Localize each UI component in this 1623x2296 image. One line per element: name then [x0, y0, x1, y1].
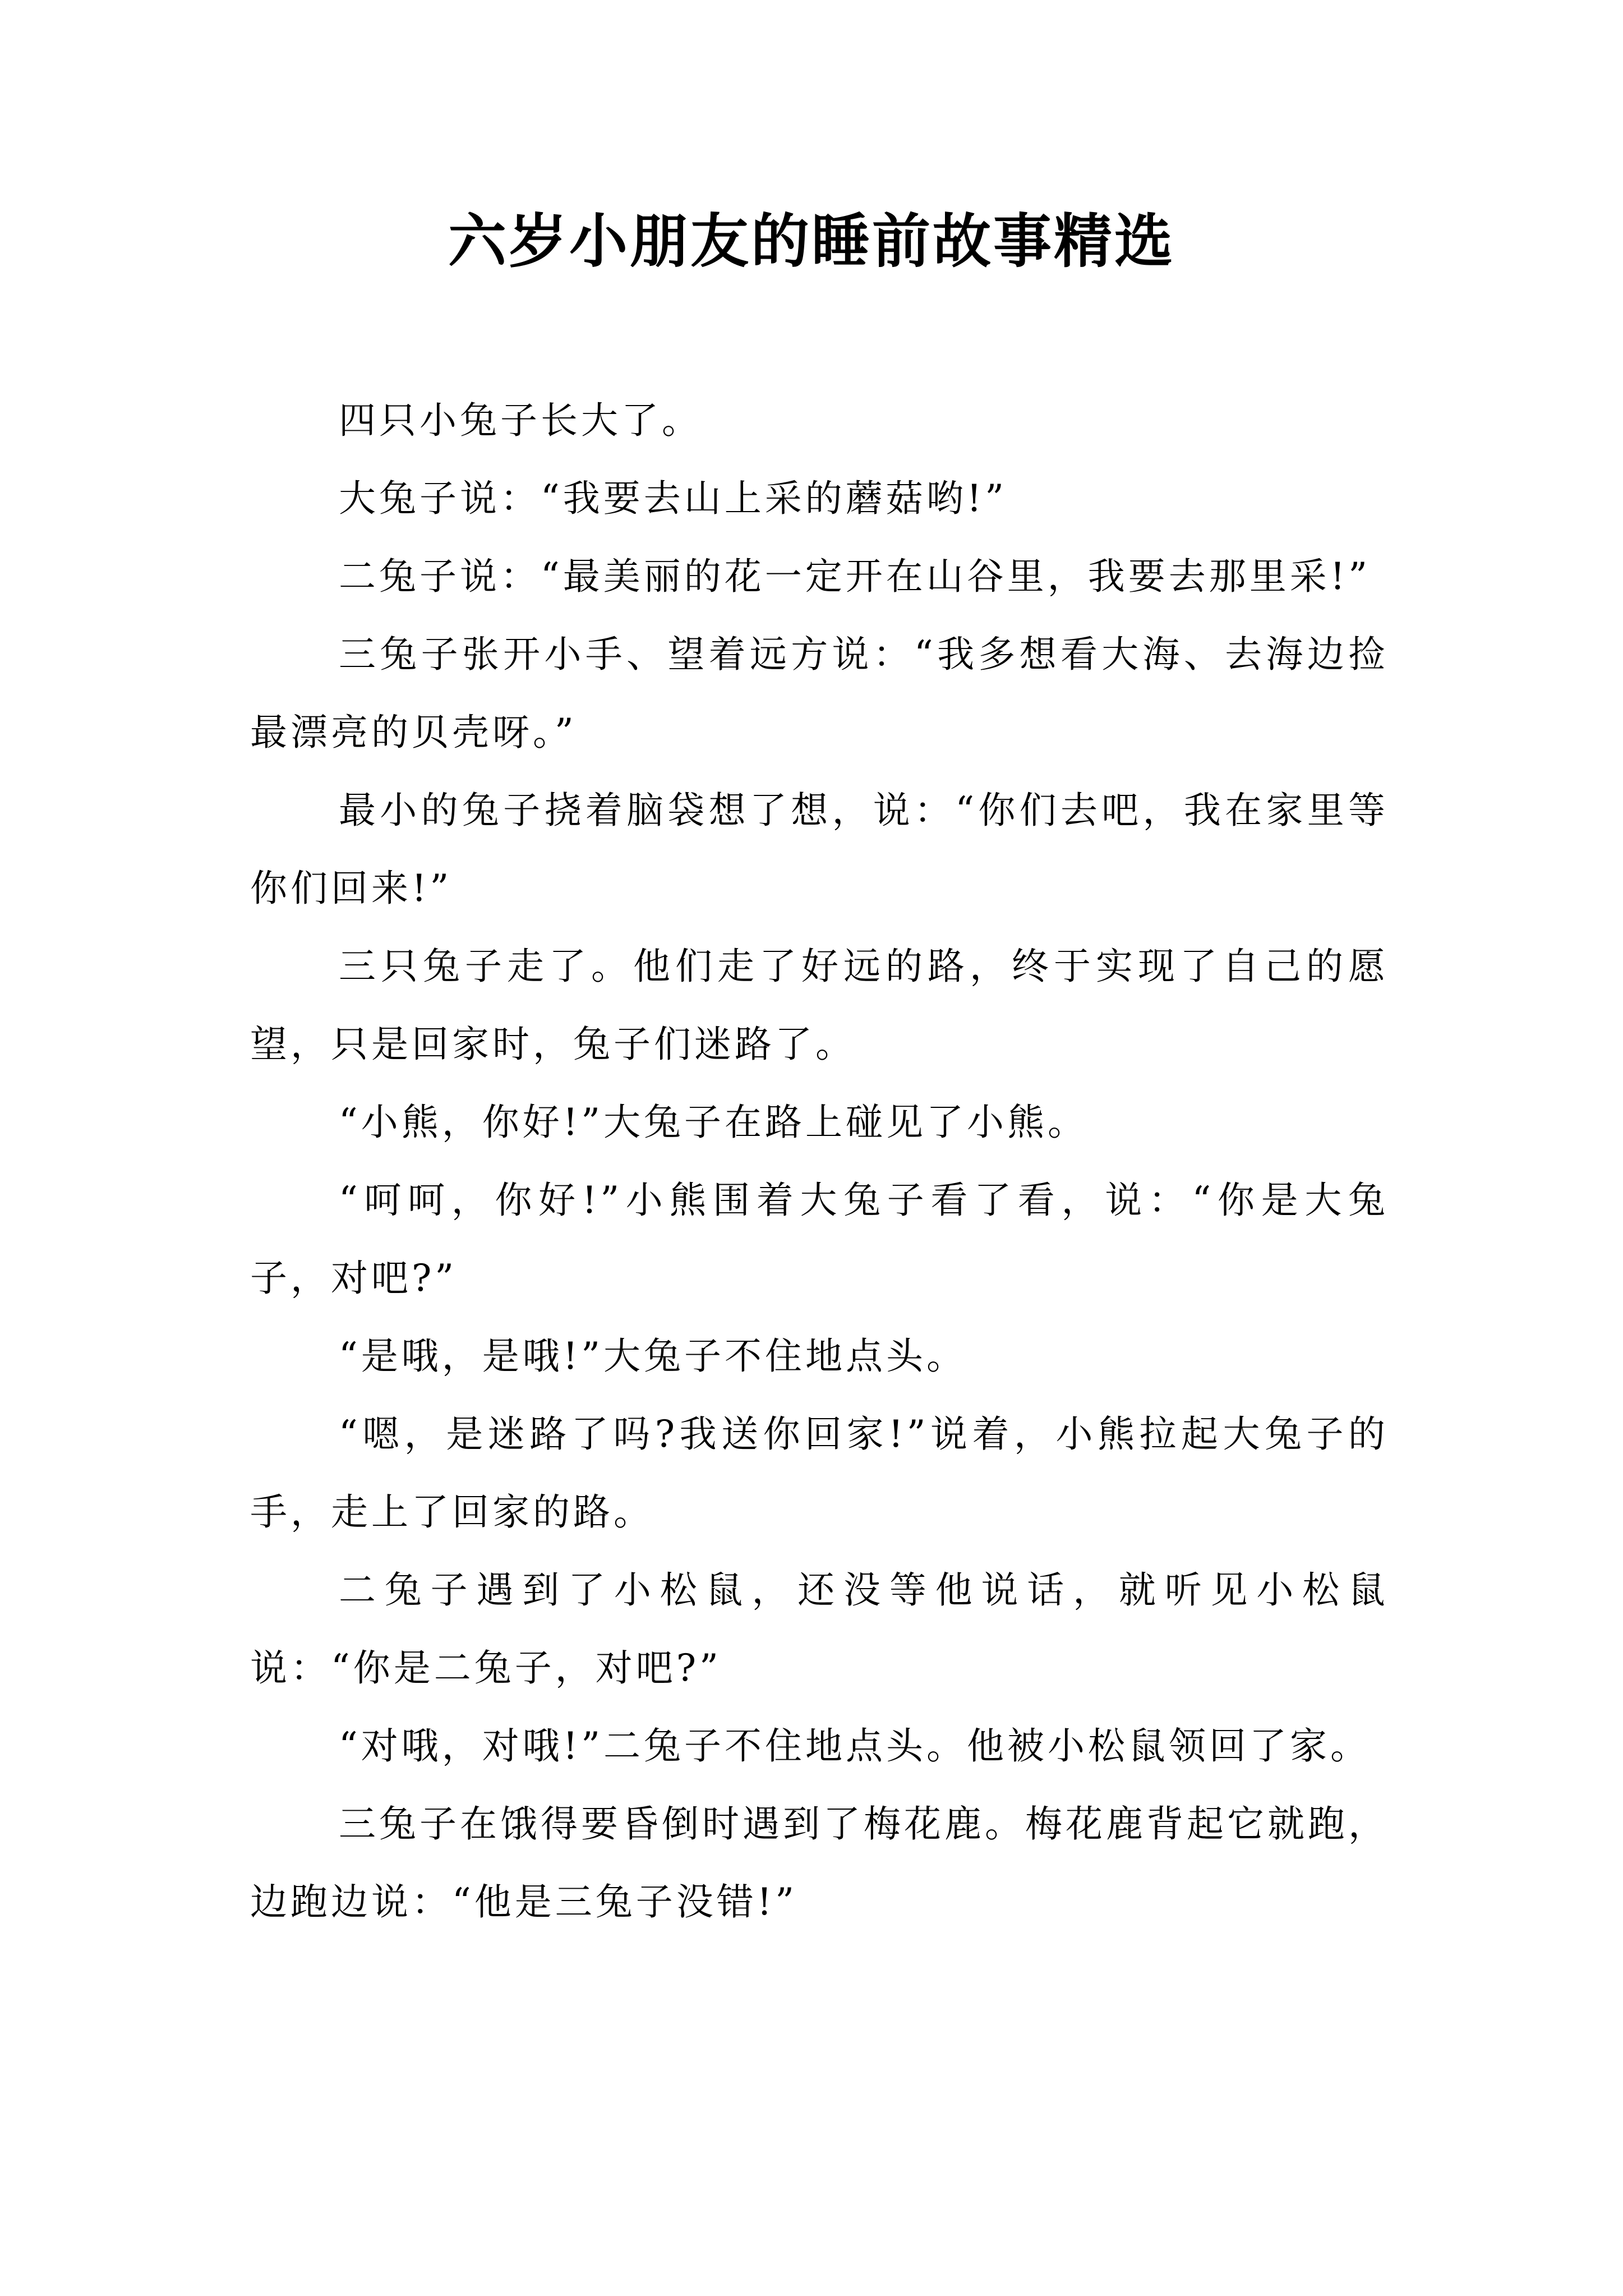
- paragraph: 最小的兔子挠着脑袋想了想，说：“你们去吧，我在家里等你们回来!”: [250, 789, 1389, 910]
- paragraph: 三只兔子走了。他们走了好远的路，终于实现了自己的愿望，只是回家时，兔子们迷路了。: [250, 945, 1389, 1066]
- document-body: [250, 381, 1389, 1941]
- paragraph: 大兔子说：“我要去山上采的蘑菇哟!”: [339, 477, 1008, 520]
- paragraph: 四只小兔子长大了。: [339, 399, 702, 442]
- paragraph: “对哦，对哦!”二兔子不住地点头。他被小松鼠领回了家。: [339, 1724, 1371, 1768]
- paragraph: “是哦，是哦!”大兔子不住地点头。: [339, 1335, 967, 1378]
- paragraph: 二兔子说：“最美丽的花一定开在山谷里，我要去那里采!”: [339, 555, 1371, 598]
- paragraph: “小熊，你好!”大兔子在路上碰见了小熊。: [339, 1101, 1089, 1144]
- paragraph: 三兔子张开小手、望着远方说：“我多想看大海、去海边捡最漂亮的贝壳呀。”: [250, 633, 1389, 754]
- paragraph: 二兔子遇到了小松鼠，还没等他说话，就听见小松鼠说：“你是二兔子，对吧?”: [250, 1568, 1389, 1690]
- paragraph: “嗯，是迷路了吗?我送你回家!”说着，小熊拉起大兔子的手，走上了回家的路。: [250, 1412, 1389, 1534]
- paragraph: “呵呵，你好!”小熊围着大兔子看了看，说：“你是大兔子，对吧?”: [250, 1179, 1389, 1300]
- paragraph: 三兔子在饿得要昏倒时遇到了梅花鹿。梅花鹿背起它就跑，边跑边说：“他是三兔子没错!”: [250, 1802, 1389, 1924]
- document-title: 六岁小朋友的睡前故事精选: [448, 206, 1175, 275]
